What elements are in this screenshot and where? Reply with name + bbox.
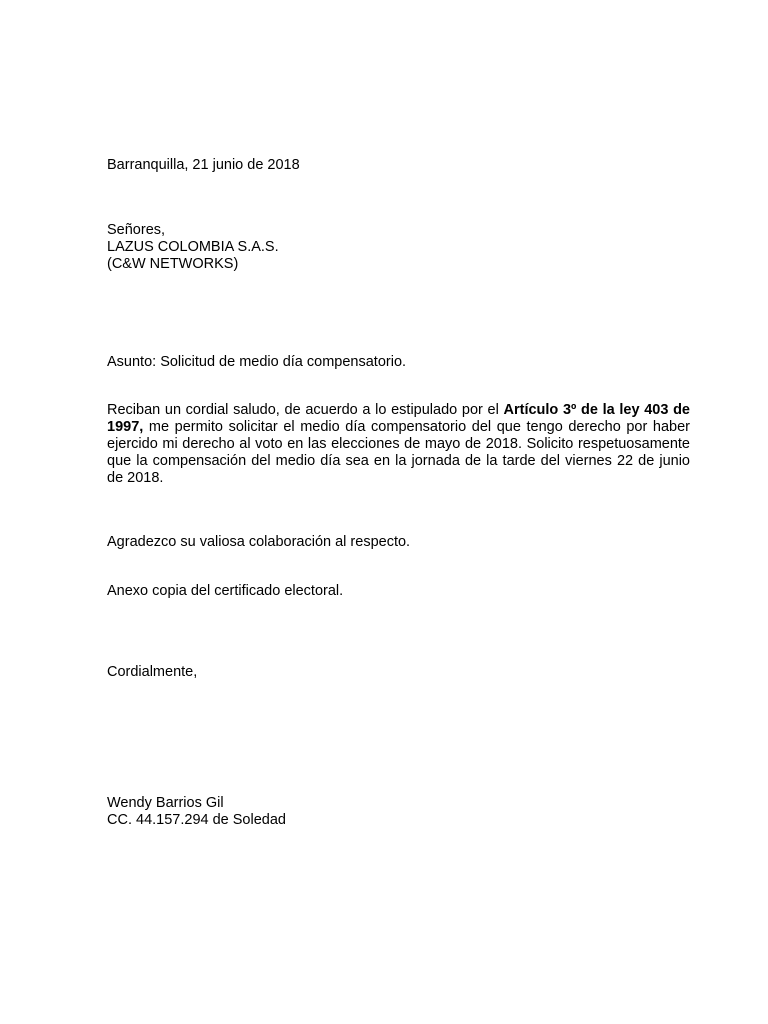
recipient-company: LAZUS COLOMBIA S.A.S. (107, 239, 279, 255)
recipient-salutation: Señores, (107, 222, 166, 238)
body-intro: Reciban un cordial saludo, de acuerdo a lo estipulado por el (107, 402, 504, 418)
attachment-line: Anexo copia del certificado electoral. (107, 583, 344, 599)
subject-line: Asunto: Solicitud de medio día compensatorio. (107, 354, 407, 370)
body-paragraph (107, 402, 690, 487)
place-date: Barranquilla, 21 junio de 2018 (107, 157, 300, 173)
closing-line: Cordialmente, (107, 664, 198, 680)
signature-id: CC. 44.157.294 de Soledad (107, 812, 286, 828)
recipient-division: (C&W NETWORKS) (107, 256, 239, 272)
body-rest: me permito solicitar el medio día compensatorio del que tengo derecho por haber ejercido mi derecho al voto en las elecciones de mayo de 2018. Solicito respetuosamente que la compensación del medio día sea en la jornada de la tarde del viernes 22 de junio de 2018. (107, 419, 690, 486)
law-reference: Artículo 3º de la ley 403 de 1997, (107, 402, 690, 435)
signature-name: Wendy Barrios Gil (107, 795, 224, 811)
thanks-line: Agradezco su valiosa colaboración al respecto. (107, 534, 411, 550)
